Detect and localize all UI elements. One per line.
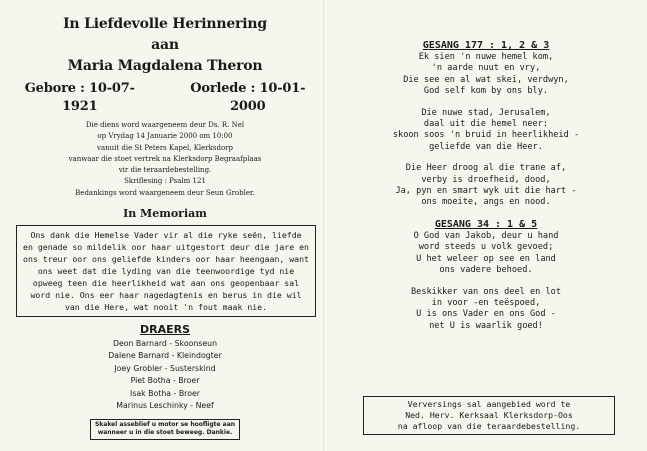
refresh-line: Verversings sal aangebied word te	[407, 399, 571, 409]
bearer-item: Piet Botha - Broer	[130, 376, 200, 386]
verse-line: U is ons Vader en ons God -	[416, 309, 556, 320]
dates-row	[8, 80, 322, 116]
fold-line	[323, 0, 324, 451]
title-line-2: aan	[151, 37, 179, 53]
verse-line: in voor -en teëspoed,	[431, 297, 541, 308]
bearer-item: Dalene Barnard - Kleindogter	[108, 351, 222, 361]
hymn-verse	[336, 287, 636, 333]
memoriam-line: ons weet dat die lyding van die teenwoordige tyd nie	[37, 266, 295, 277]
memoriam-heading: In Memoriam	[123, 207, 207, 221]
verse-line: Ja, pyn en smart wyk uit die hart -	[395, 186, 577, 197]
right-panel	[336, 40, 636, 342]
service-line: Bedankings word waargeneem deur Seun Grobler.	[75, 188, 255, 197]
hymn-verse	[336, 52, 636, 98]
hymn-177-heading: GESANG 177 : 1, 2 & 3	[422, 40, 550, 51]
verse-line: Ek sien 'n nuwe hemel kom,	[418, 52, 554, 62]
hymn-verse	[336, 108, 636, 154]
bearer-item: Joey Grobler - Susterskind	[114, 363, 216, 373]
service-line: vanwaar die stoet vertrek na Klerksdorp Begraafplaas	[68, 154, 262, 163]
notice-line: Skakel asseblief u motor se hoofligte aan	[94, 420, 236, 428]
verse-line: God self kom by ons bly.	[423, 86, 549, 97]
verse-line: ons vadere behoed.	[439, 265, 533, 276]
refreshments-notice	[363, 396, 615, 435]
hymn-verse	[336, 231, 636, 277]
bearers-heading: DRAERS	[139, 323, 191, 337]
verse-line: Die nuwe stad, Jerusalem,	[421, 107, 551, 118]
memoriam-line: Ons dank die Hemelse Vader vir al die ryke seën, liefde	[30, 230, 302, 241]
died-date: Oorlede : 10-01-2000	[190, 81, 306, 114]
deceased-name: Maria Magdalena Theron	[67, 58, 263, 74]
title-line-1: In Liefdevolle Herinnering	[63, 16, 267, 32]
verse-line: skoon soos 'n bruid in heerlikheid -	[392, 130, 580, 141]
born-date: Gebore : 10-07-1921	[24, 81, 135, 114]
service-line: Skriflesing : Psalm 121	[124, 177, 206, 186]
left-panel	[8, 14, 322, 440]
bearers-list	[8, 338, 322, 412]
verse-line: ons moeite, angs en nood.	[421, 197, 551, 208]
refresh-line: na afloop van die teraardebestelling.	[397, 421, 581, 431]
verse-line: geliefde van die Heer.	[429, 141, 543, 152]
memoriam-line: en genade so mildelik oor haar uitgestort deur die jare en	[23, 242, 309, 253]
memoriam-line: word nie. Ons eer haar nagedagtenis en berus in die wil	[30, 290, 302, 301]
bearer-item: Isak Botha - Broer	[130, 388, 200, 398]
service-line: vanuit die St Peters Kapel, Klerksdorp	[96, 143, 234, 152]
verse-line: net U is waarlik goed!	[429, 320, 543, 331]
verse-line: daal uit die hemel neer:	[423, 119, 549, 130]
bearer-item: Marinus Leschinky - Neef	[116, 401, 214, 411]
verse-line: Die see en al wat skei, verdwyn,	[403, 74, 569, 85]
service-line: Die diens word waargeneem deur Ds. R. Nel	[85, 121, 245, 129]
verse-line: 'n aarde nuut en vry,	[431, 63, 541, 74]
hymn-34-heading: GESANG 34 : 1 & 5	[434, 218, 538, 230]
memoriam-line: van die Here, wat nooit 'n fout maak nie.	[64, 302, 268, 313]
notice-line: wanneer u in die stoet beweeg. Dankie.	[97, 429, 233, 437]
verse-line: word steeds u volk gevoed;	[418, 242, 554, 253]
service-details	[8, 120, 322, 199]
bearer-item: Deon Barnard - Skoonseun	[112, 339, 218, 349]
verse-line: verby is droefheid, dood,	[421, 174, 551, 185]
verse-line: U het weleer op see en land	[416, 253, 556, 264]
service-line: vir die teraardebestelling.	[118, 166, 212, 175]
memoriam-box	[16, 225, 316, 317]
memoriam-line: opweeg teen die heerlikheid wat aan ons geopenbaar sal	[32, 278, 300, 289]
hymn-verse	[336, 163, 636, 209]
verse-line: Beskikker van ons deel en lot	[410, 286, 562, 297]
service-line: op Vrydag 14 Januarie 2000 om 10:00	[97, 132, 233, 141]
verse-line: Die Heer droog al die trane af,	[405, 163, 567, 174]
memoriam-line: ons treur oor ons geliefde kinders oor haar heengaan, want	[23, 254, 309, 265]
verse-line: O God van Jakob, deur u hand	[413, 230, 559, 241]
headlights-notice	[90, 419, 240, 440]
refresh-line: Ned. Herv. Kerksaal Klerksdorp-Oos	[405, 410, 573, 420]
